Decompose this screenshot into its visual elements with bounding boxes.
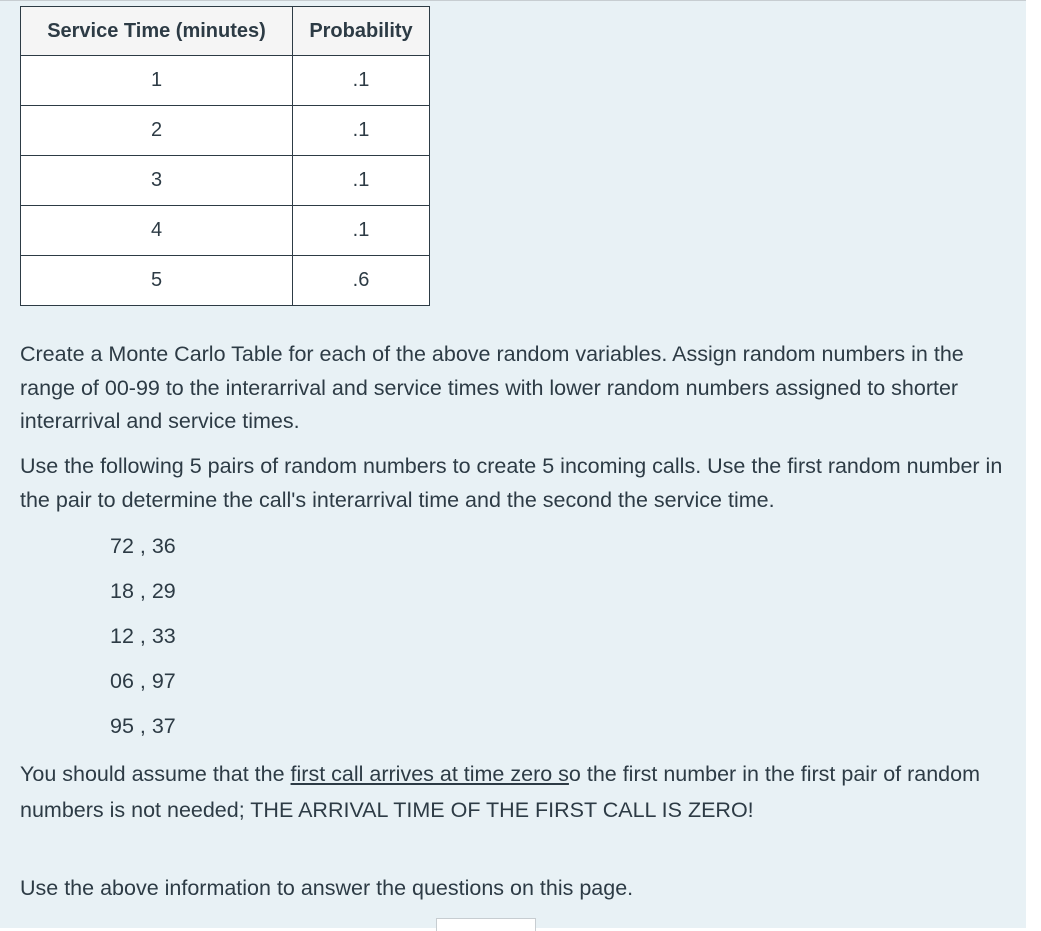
- service-time-cell: 2: [21, 106, 293, 156]
- table-row: [21, 156, 430, 206]
- column-header-probability: Probability: [293, 7, 430, 56]
- probability-cell: .1: [293, 206, 430, 256]
- random-number-pairs-list: [110, 528, 176, 753]
- random-pair-item: 06 , 97: [110, 669, 176, 693]
- service-time-cell: 4: [21, 206, 293, 256]
- probability-cell: .6: [293, 256, 430, 306]
- probability-cell: .1: [293, 106, 430, 156]
- service-time-table: [20, 6, 430, 306]
- instructions-random-pairs: Use the following 5 pairs of random numbers to create 5 incoming calls. Use the first random number in the pair to determine the call's interarrival time and the second the service time.: [20, 454, 1003, 512]
- table-row: [21, 206, 430, 256]
- service-time-cell: 1: [21, 56, 293, 106]
- service-time-cell: 5: [21, 256, 293, 306]
- instructions-monte-carlo: Create a Monte Carlo Table for each of the above random variables. Assign random numbers in the range of 00-99 to the interarrival and service times with lower random numbers assigned to shorter interarrival and service times.: [20, 342, 964, 433]
- service-time-cell: 3: [21, 156, 293, 206]
- probability-cell: .1: [293, 156, 430, 206]
- table-row: [21, 256, 430, 306]
- random-pair-item: 18 , 29: [110, 579, 176, 603]
- first-call-note-end: o the first number in the first pair of random numbers is not needed; THE ARRIVAL TIME OF THE FIRST CALL IS ZERO!: [20, 762, 980, 822]
- scroll-gutter: [1026, 0, 1041, 927]
- table-row: [21, 56, 430, 106]
- partial-answer-box[interactable]: [436, 918, 536, 931]
- table-row: [21, 106, 430, 156]
- first-call-note-underlined: first call arrives at time zero s: [290, 762, 569, 786]
- table-header-row: [21, 7, 430, 56]
- random-pair-item: 72 , 36: [110, 534, 176, 558]
- answer-instructions: Use the above information to answer the questions on this page.: [20, 876, 634, 900]
- first-call-note-start: You should assume that the: [20, 762, 291, 786]
- first-call-note: [20, 756, 1010, 828]
- random-pair-item: 12 , 33: [110, 624, 176, 648]
- probability-cell: .1: [293, 56, 430, 106]
- column-header-service-time: Service Time (minutes): [21, 7, 293, 56]
- random-pair-item: 95 , 37: [110, 714, 176, 738]
